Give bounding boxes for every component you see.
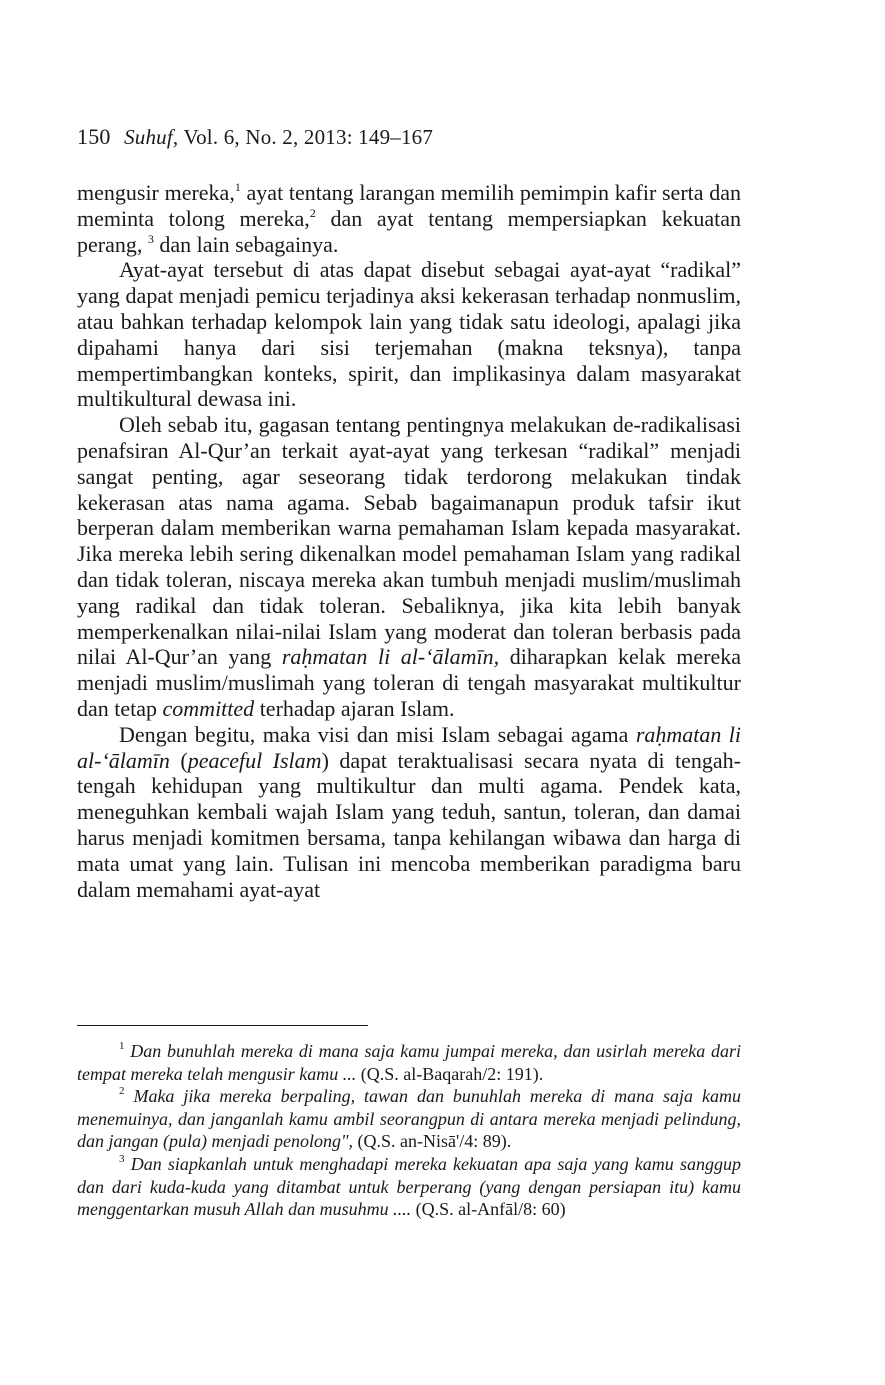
footnote-1-ref: (Q.S. al-Baqarah/2: 191). (356, 1063, 544, 1084)
footnote-3 (77, 1153, 741, 1221)
footnote-3-quote: Dan siapkanlah untuk menghadapi mereka kekuatan apa saja yang kamu sanggup dan dari kuda-kuda yang ditambat untuk berperang (yang dengan persiapan itu) kamu menggentarkan musuh Allah dan musuhmu .... (77, 1153, 741, 1220)
paragraph-4-text-b: ( (169, 747, 188, 773)
paragraph-3 (77, 412, 741, 722)
paragraph-4-text-c: ) dapat teraktualisasi secara nyata di tengah-tengah kehidupan yang multikultur dan multi agama. Pendek kata, meneguhkan kembali wajah Islam yang teduh, santun, toleran, dan damai harus menjadi komitmen bersama, tanpa kehilangan wibawa dan harga di mata umat yang lain. Tulisan ini mencoba memberikan paradigma baru dalam memahami ayat-ayat (77, 747, 742, 902)
footnote-1-quote: Dan bunuhlah mereka di mana saja kamu jumpai mereka, dan usirlah mereka dari tempat mereka telah mengusir kamu ... (77, 1041, 741, 1084)
paragraph-2: Ayat-ayat tersebut di atas dapat disebut sebagai ayat-ayat “radikal” yang dapat menjadi pemicu terjadinya aksi kekerasan terhadap nonmuslim, atau bahkan terhadap kelompok lain yang tidak satu ideologi, apalagi jika dipahami hanya dari sisi terjemahan (makna teksnya), tanpa mempertimbangkan konteks, spirit, dan implikasinya dalam masyarakat multikultural dewasa ini. (77, 257, 741, 412)
paragraph-4 (77, 722, 741, 903)
paragraph-4-text-a: Dengan begitu, maka visi dan misi Islam sebagai agama (119, 721, 636, 747)
footnotes (77, 1040, 741, 1221)
paragraph-3-text-c: terhadap ajaran Islam. (254, 695, 455, 721)
footnote-ref-1: 1 (234, 180, 241, 194)
footnote-3-ref: (Q.S. al-Anfāl/8: 60) (411, 1199, 566, 1220)
journal-citation: Vol. 6, No. 2, 2013: 149–167 (183, 125, 434, 149)
paragraph-1-text-c: dan ayat tentang mempersiapkan kekuatan perang, (77, 205, 741, 257)
paragraph-3-text-a: Oleh sebab itu, gagasan tentang pentingnya melakukan de-radikalisasi penafsiran Al-Qur’an terkait ayat-ayat yang terkesan “radikal” menjadi sangat penting, agar seseorang tidak terdorong melakukan tindak kekerasan atas nama agama. Sebab bagaimanapun produk tafsir ikut berperan dalam memberikan warna pemahaman Islam kepada masyarakat. Jika mereka lebih sering dikenalkan model pemahaman Islam yang radikal dan tidak toleran, niscaya mereka akan tumbuh menjadi muslim/muslimah yang radikal dan tidak toleran. Sebaliknya, jika kita lebih banyak memperkenalkan nilai-nilai Islam yang moderat dan toleran berbasis pada nilai Al-Qur’an yang (77, 412, 741, 670)
term-committed: committed (162, 695, 255, 721)
footnote-ref-3: 3 (147, 231, 154, 246)
term-rahmatan: raḥmatan li al-‘ālamīn, (281, 644, 500, 670)
term-peaceful-islam: peaceful Islam (187, 747, 322, 773)
footnote-2-quote: Maka jika mereka berpaling, tawan dan bunuhlah mereka di mana saja kamu menemuinya, dan janganlah kamu ambil seorangpun di antara mereka menjadi pelindung, dan jangan (pula) menjadi penolong", (77, 1086, 741, 1152)
footnote-number-2: 2 (119, 1085, 125, 1098)
footnote-number-1: 1 (119, 1040, 125, 1052)
journal-title: Suhuf, (124, 125, 179, 149)
footnote-1 (77, 1040, 741, 1085)
page-number: 150 (77, 124, 111, 149)
paragraph-1-text-a: mengusir mereka, (77, 180, 235, 205)
footnote-divider (77, 1025, 368, 1026)
footnote-number-3: 3 (119, 1152, 125, 1165)
footnote-2 (77, 1085, 741, 1153)
body-text (77, 180, 741, 902)
paragraph-1-text-d: dan lain sebagainya. (153, 231, 339, 257)
term-rahmatan-2: raḥmatan li al-‘ālamīn (77, 721, 741, 773)
paragraph-3-text-b: diharapkan kelak mereka menjadi muslim/muslimah yang toleran di tengah masyarakat multikultur dan tetap (77, 644, 741, 721)
paragraph-1 (77, 180, 741, 257)
footnote-ref-2: 2 (309, 205, 316, 220)
running-head (77, 124, 433, 150)
footnote-2-ref: (Q.S. an-Nisā'/4: 89). (353, 1131, 512, 1152)
paragraph-1-text-b: ayat tentang larangan memilih pemimpin kafir serta dan meminta tolong mereka, (77, 180, 741, 231)
